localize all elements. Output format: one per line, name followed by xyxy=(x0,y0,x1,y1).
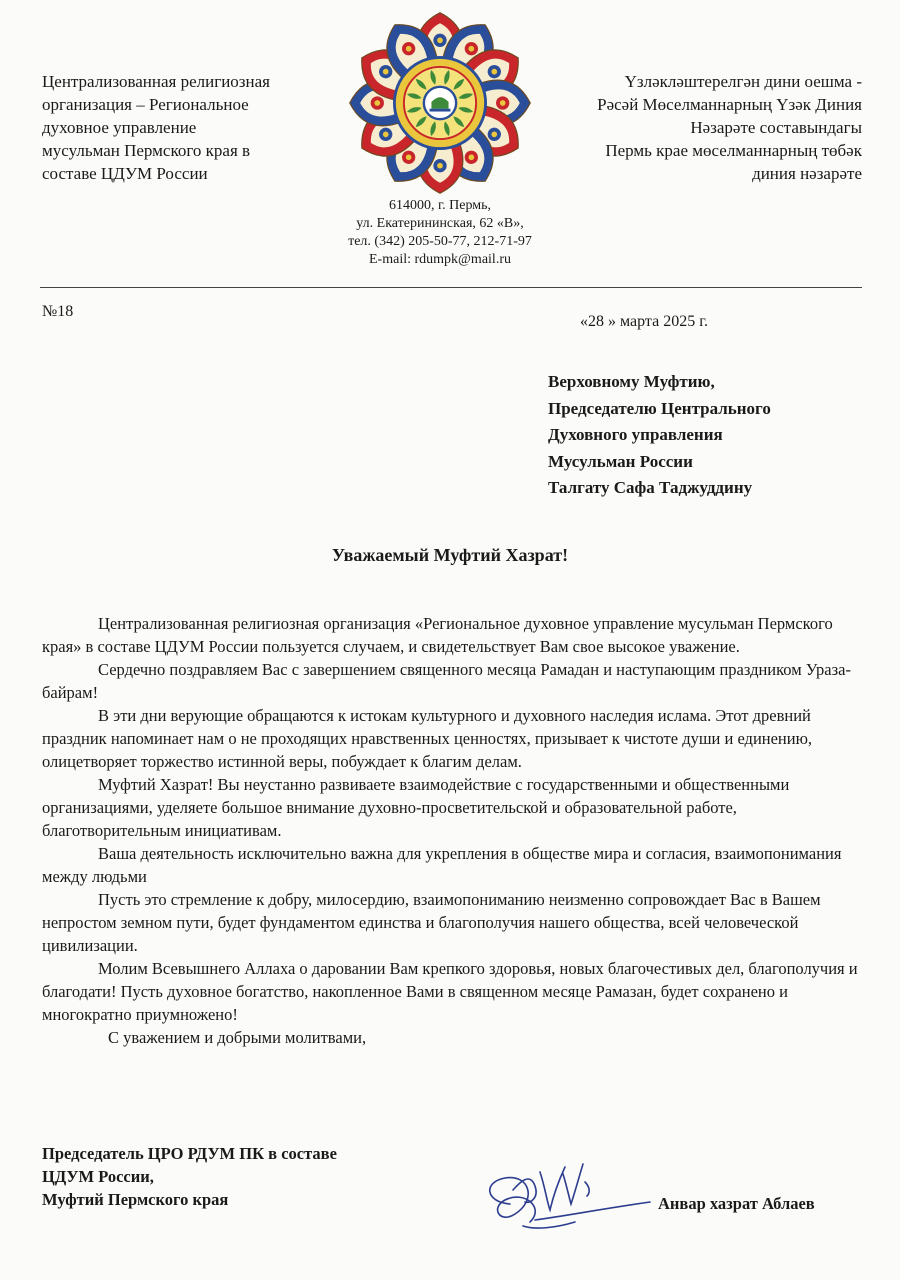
addressee-line: Талгату Сафа Таджуддину xyxy=(548,478,753,497)
addressee-line: Духовного управления xyxy=(548,425,723,444)
header-right-line: Нәзарәте составындагы xyxy=(690,118,862,137)
addressee-line: Председателю Центрального xyxy=(548,398,771,418)
contact-line: 614000, г. Пермь, xyxy=(388,198,492,213)
body-paragraph: Муфтий Хазрат! Вы неустанно развиваете взаимодействие с государственными и общественными организациями, уделяете большое внимание духовно-просветительской и образовательной работе, благотворительным инициативам. xyxy=(42,775,790,840)
header-right-line: диния нәзарәте xyxy=(752,164,862,183)
addressee-line: Мусульман России xyxy=(548,451,693,471)
letter-body xyxy=(42,612,872,1049)
header-right-line: Үзләкләштерелгән дини оешма - xyxy=(624,72,862,91)
header-left-line: составе ЦДУМ России xyxy=(42,164,208,183)
body-paragraph: Сердечно поздравляем Вас с завершением священного месяца Рамадан и наступающим праздником Ураза-байрам! xyxy=(42,660,851,702)
contact-line: тел. (342) 205-50-77, 212-71-97 xyxy=(348,234,532,249)
header-left-line: Централизованная религиозная xyxy=(42,72,270,91)
signatory-name: Анвар хазрат Аблаев xyxy=(658,1194,815,1213)
header-right-line: Пермь крае мөселманнарның төбәк xyxy=(605,141,862,160)
registration-number: №18 xyxy=(42,303,74,320)
header-right-org-name xyxy=(542,70,862,185)
header-left-line: духовное управление xyxy=(42,118,197,137)
ornamental-rosette-icon xyxy=(345,8,535,198)
header-left-line: мусульман Пермского края в xyxy=(42,141,251,160)
addressee-line: Верховному Муфтию, xyxy=(548,372,715,391)
body-paragraph: Централизованная религиозная организация «Региональное духовное управление мусульман Пермского края» в составе ЦДУМ России пользуется случаем, и свидетельствует Вам свое высокое уважение. xyxy=(42,614,833,656)
signatory-title-line: Председатель ЦРО РДУМ ПК в составе xyxy=(42,1144,337,1163)
salutation: Уважаемый Муфтий Хазрат! xyxy=(331,545,569,565)
body-paragraph: Ваша деятельность исключительно важна для укрепления в обществе мира и согласия, взаимопонимания между людьми xyxy=(42,844,842,886)
body-paragraph: Молим Всевышнего Аллаха о даровании Вам крепкого здоровья, новых благочестивых дел, благополучия и благодати! Пусть духовное богатство, накопленное Вами в священном месяце Рамазан, будет сохранено и многократно приумножено! xyxy=(42,959,858,1024)
signatory-title-line: ЦДУМ России, xyxy=(42,1167,154,1186)
addressee-block xyxy=(548,369,771,502)
handwritten-signature-icon xyxy=(475,1142,655,1242)
contact-line: E-mail: rdumpk@mail.ru xyxy=(369,252,511,267)
header-divider xyxy=(40,287,862,288)
header-right-line: Рәсәй Мөселманнарның Үзәк Диния xyxy=(597,95,862,114)
contact-line: ул. Екатерининская, 62 «В», xyxy=(356,216,524,231)
letter-date: «28 » марта 2025 г. xyxy=(580,313,708,330)
signatory-title xyxy=(42,1142,337,1211)
body-paragraph: Пусть это стремление к добру, милосердию, взаимопониманию неизменно сопровождает Вас в Вашем непростом земном пути, будет фундаментом единства и благополучия нашего общества, всей человеческой цивилизации. xyxy=(42,890,821,955)
body-paragraph: В эти дни верующие обращаются к истокам культурного и духовного наследия ислама. Этот древний праздник напоминает нам о не проходящих нравственных ценностях, призывает к чистоте души и единению, олицетворяет торжество истинной веры, побуждает к благим делам. xyxy=(42,706,813,771)
header-left-line: организация – Региональное xyxy=(42,95,249,114)
contact-block xyxy=(320,197,560,269)
header-left-org-name xyxy=(42,70,342,185)
closing-line: С уважением и добрыми молитвами, xyxy=(108,1028,367,1047)
signatory-title-line: Муфтий Пермского края xyxy=(42,1190,229,1209)
